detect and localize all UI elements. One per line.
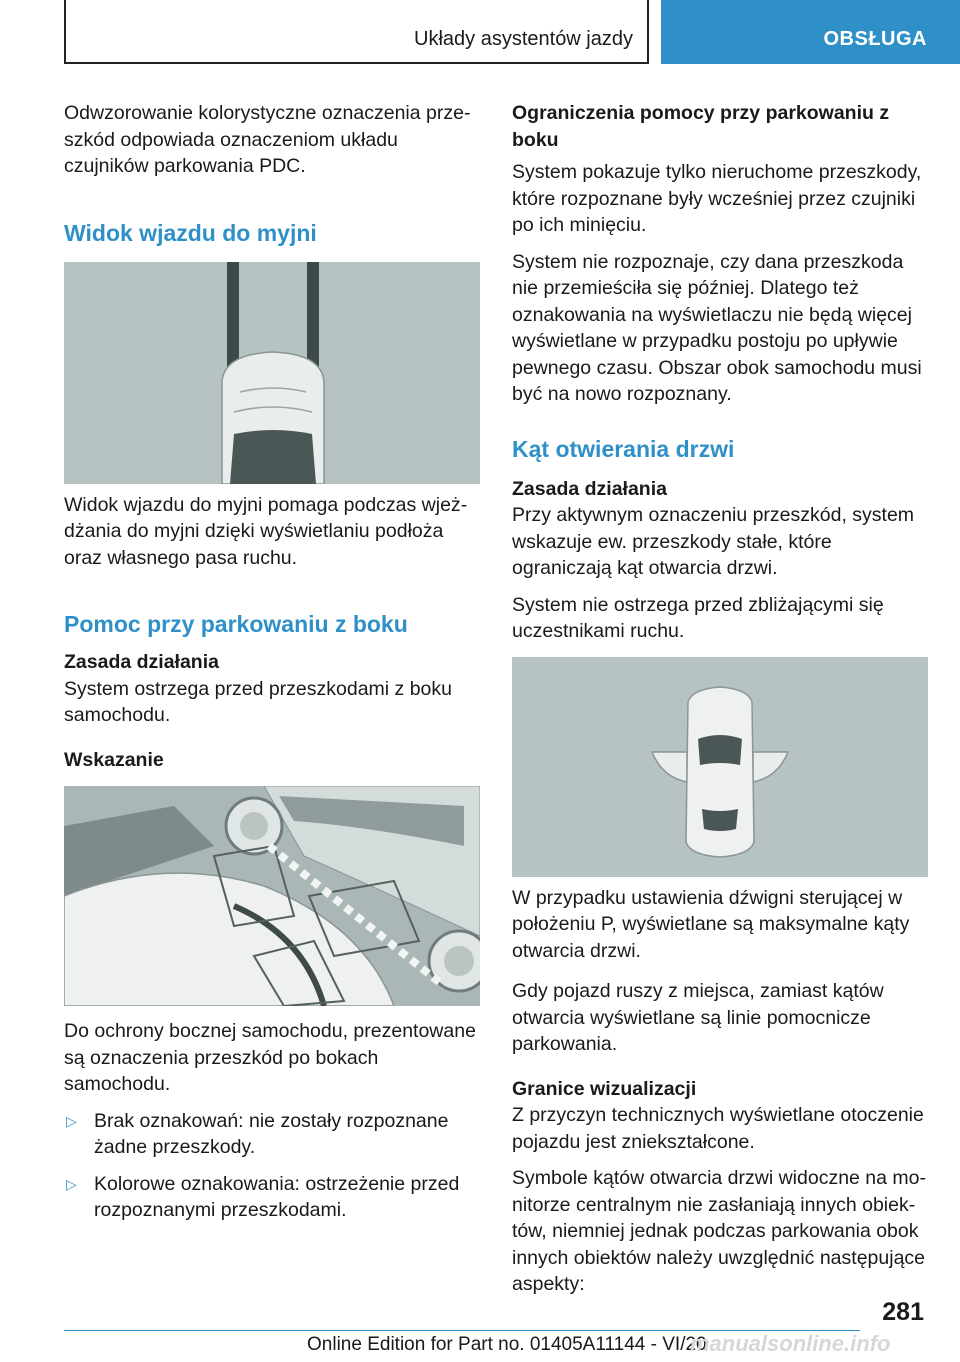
indication-bullet-list — [64, 1108, 480, 1224]
door-angle-image — [512, 657, 928, 877]
heading-door-angle: Kąt otwierania drzwi — [512, 435, 735, 462]
left-column — [64, 100, 480, 1234]
subheading-side-principle: Zasada działania — [64, 651, 219, 673]
triangle-bullet-icon: ▷ — [66, 1175, 77, 1192]
door-paragraph-4: Gdy pojazd ruszy z miejsca, zamiast kątów otwarcia wyświetlane są linie pomocnicze parkowania. — [512, 980, 884, 1055]
car-wash-view-image — [64, 262, 480, 484]
door-paragraph-2: System nie ostrzega przed zbliżającymi się uczestnikami ruchu. — [512, 593, 884, 642]
subheading-visualization-limits: Granice wizualizacji — [512, 1077, 697, 1100]
chapter-tab — [661, 0, 960, 64]
indication-paragraph: Do ochrony bocznej samochodu, prezentowane są oznaczenia przeszkód po bokach samochodu. — [64, 1020, 476, 1095]
limits-paragraph-1: System pokazuje tylko nieruchome przeszkody, które rozpoznane były wcześniej przez czujniki po ich minięciu. — [512, 161, 922, 236]
header-section-box — [64, 0, 649, 64]
heading-side-parking: Pomoc przy parkowaniu z boku — [64, 611, 408, 637]
viz-paragraph-1: Z przyczyn technicznych wyświetlane otoczenie pojazdu jest zniekształcone. — [512, 1104, 924, 1153]
chapter-tab-label: OBSŁUGA — [823, 28, 927, 50]
side-principle-paragraph: System ostrzega przed przeszkodami z boku samochodu. — [64, 677, 453, 726]
door-paragraph-3: W przypadku ustawienia dźwigni sterującej w położeniu P, wyświetlane są maksymalne kąty otwarcia drzwi. — [512, 886, 910, 962]
door-angle-illustration — [512, 657, 928, 877]
subheading-door-principle: Zasada działania — [512, 477, 667, 500]
door-paragraph-1: Przy aktywnym oznaczeniu przeszkód, system wskazuje ew. przeszkody stałe, które ograniczają kąt otwarcia drzwi. — [512, 504, 915, 579]
heading-car-wash-view: Widok wjazdu do myjni — [64, 219, 317, 246]
section-title: Układy asystentów jazdy — [414, 28, 633, 50]
subheading-indication: Wskazanie — [64, 748, 164, 771]
list-item: ▷ Kolorowe oznakowania: ostrzeżenie przed rozpoznanymi przeszkodami. — [66, 1172, 460, 1221]
right-column — [512, 100, 928, 1308]
list-item: ▷ Brak oznakowań: nie zostały rozpoznane żadne przeszkody. — [66, 1109, 449, 1158]
car-wash-illustration — [64, 262, 480, 484]
side-parking-image — [64, 786, 480, 1006]
side-parking-illustration — [64, 786, 480, 1006]
page-number: 281 — [882, 1298, 924, 1326]
subheading-side-limits: Ograniczenia pomocy przy parkowaniu z boku — [512, 102, 890, 151]
intro-paragraph: Odwzorowanie kolorystyczne oznaczenia przeszkód odpowiada oznaczeniom układu czujników parkowania PDC. — [64, 102, 471, 177]
triangle-bullet-icon: ▷ — [66, 1112, 77, 1129]
car-wash-paragraph: Widok wjazdu do myjni pomaga podczas wjeżdżania do myjni dzięki wyświetlaniu podłoża oraz własnego pasa ruchu. — [64, 493, 468, 569]
limits-paragraph-2: System nie rozpoznaje, czy dana przeszkoda nie przemieściła się później. Dlatego też oznakowania na wyświetlaczu nie będą więcej wyświetlane w przypadku postoju po upływie pewnego czasu. Obszar obok samochodu musi być na nowo rozpoznany. — [512, 250, 922, 405]
watermark: manualsonline.info — [690, 1331, 891, 1356]
viz-paragraph-2: Symbole kątów otwarcia drzwi widoczne na monitorze centralnym nie zasłaniają innych obiektów, niemniej jednak podczas parkowania obok innych obiektów należy uwzględnić następujące aspekty: — [512, 1167, 927, 1295]
footer-edition-text: Online Edition for Part no. 01405A11144 - VI/20 — [307, 1334, 707, 1355]
